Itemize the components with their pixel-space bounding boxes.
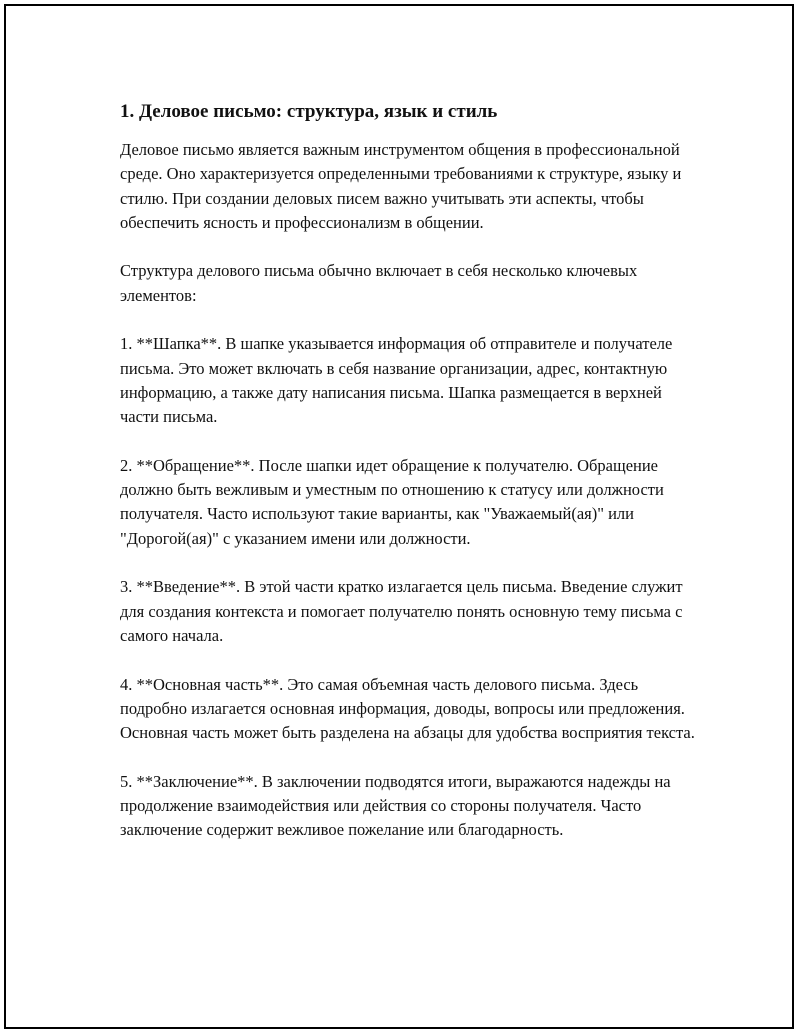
- paragraph-greeting-item: 2. **Обращение**. После шапки идет обращение к получателю. Обращение должно быть вежливым и уместным по отношению к статусу или должности получателя. Часто используют такие варианты, как "Уважаемый(ая)" или "Дорогой(ая)" с указанием имени или должности.: [120, 455, 664, 548]
- paragraph-conclusion-item: 5. **Заключение**. В заключении подводятся итоги, выражаются надежды на продолжение взаимодействия или действия со стороны получателя. Часто заключение содержит вежливое пожелание или благодарность.: [120, 771, 671, 840]
- section-title: 1. Деловое письмо: структура, язык и стиль: [120, 101, 498, 122]
- document-page: [4, 4, 794, 1029]
- paragraph-introduction-item: 3. **Введение**. В этой части кратко излагается цель письма. Введение служит для создания контекста и помогает получателю понять основную тему письма с самого начала.: [120, 577, 683, 645]
- paragraph-structure: Структура делового письма обычно включает в себя несколько ключевых элементов:: [120, 261, 638, 305]
- paragraph-main-part-item: 4. **Основная часть**. Это самая объемная часть делового письма. Здесь подробно излагается основная информация, доводы, вопросы или предложения. Основная часть может быть разделена на абзацы для удобства восприятия текста.: [120, 674, 695, 743]
- document-body: [120, 100, 700, 867]
- paragraph-header-item: 1. **Шапка**. В шапке указывается информация об отправителе и получателе письма. Это может включать в себя название организации, адрес, контактную информацию, а также дату написания письма. Шапка размещается в верхней части письма.: [120, 334, 673, 427]
- paragraph-intro: Деловое письмо является важным инструментом общения в профессиональной среде. Оно характеризуется определенными требованиями к структуре, языку и стилю. При создании деловых писем важно учитывать эти аспекты, чтобы обеспечить ясность и профессионализм в общении.: [120, 140, 682, 232]
